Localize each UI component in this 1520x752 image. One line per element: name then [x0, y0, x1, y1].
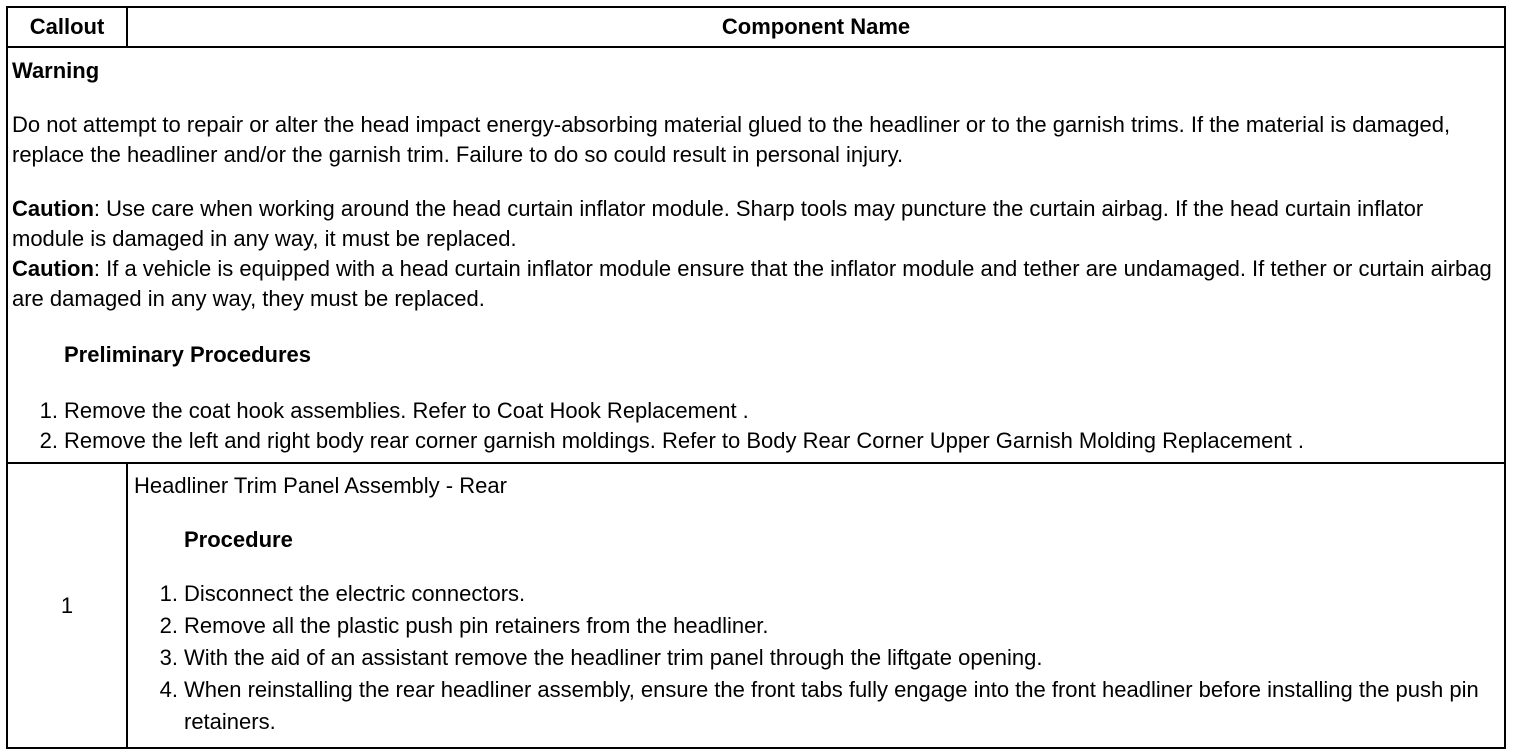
caution-note-2: [12, 254, 1500, 314]
list-item: [12, 396, 1500, 426]
step-text: Remove the left and right body rear corner garnish moldings. Refer to Body Rear Corner Upper Garnish Molding Replacement .: [64, 428, 1304, 453]
step-text: Disconnect the electric connectors.: [184, 581, 526, 606]
step-text: With the aid of an assistant remove the headliner trim panel through the liftgate opening.: [184, 645, 1043, 670]
list-item: [134, 642, 1498, 674]
caution-label: Caution: [12, 256, 94, 281]
component-cell: [128, 464, 1504, 747]
step-text: Remove the coat hook assemblies. Refer to Coat Hook Replacement .: [64, 398, 749, 423]
general-notes-row: [8, 48, 1504, 464]
step-number: 1.: [39, 398, 58, 423]
caution-label: Caution: [12, 196, 94, 221]
table-row: [8, 464, 1504, 747]
list-item: [134, 610, 1498, 642]
preliminary-steps-list: [12, 396, 1500, 456]
warning-title: Warning: [12, 58, 100, 83]
preliminary-procedures-title: Preliminary Procedures: [64, 342, 312, 367]
callout-column-header: Callout: [8, 8, 128, 46]
table-header-row: [8, 8, 1504, 48]
list-item: [134, 674, 1498, 738]
step-number: 1.: [159, 581, 178, 606]
caution-note-1: [12, 194, 1500, 254]
step-number: 2.: [39, 428, 58, 453]
step-text: When reinstalling the rear headliner assembly, ensure the front tabs fully engage into the front headliner before installing the push pin retainers.: [184, 677, 1479, 734]
list-item: [134, 578, 1498, 610]
step-number: 2.: [159, 613, 178, 638]
caution-text: : Use care when working around the head curtain inflator module. Sharp tools may puncture the curtain airbag. If the head curtain inflator module is damaged in any way, it must be replaced.: [12, 196, 1424, 251]
procedure-steps-list: [134, 578, 1498, 738]
step-number: 4.: [159, 677, 178, 702]
list-item: [12, 426, 1500, 456]
callout-cell: 1: [8, 464, 128, 747]
component-name-column-header: Component Name: [721, 14, 911, 39]
procedure-title: Procedure: [184, 527, 293, 552]
procedure-table: [6, 6, 1506, 749]
step-number: 3.: [159, 645, 178, 670]
caution-text: : If a vehicle is equipped with a head curtain inflator module ensure that the inflator module and tether are undamaged. If tether or curtain airbag are damaged in any way, they must be replaced.: [12, 256, 1492, 311]
step-text: Remove all the plastic push pin retainers from the headliner.: [184, 613, 769, 638]
component-name: Headliner Trim Panel Assembly - Rear: [134, 473, 507, 498]
warning-text: Do not attempt to repair or alter the head impact energy-absorbing material glued to the headliner or to the garnish trims. If the material is damaged, replace the headliner and/or the garnish trim. Failure to do so could result in personal injury.: [12, 112, 1451, 167]
